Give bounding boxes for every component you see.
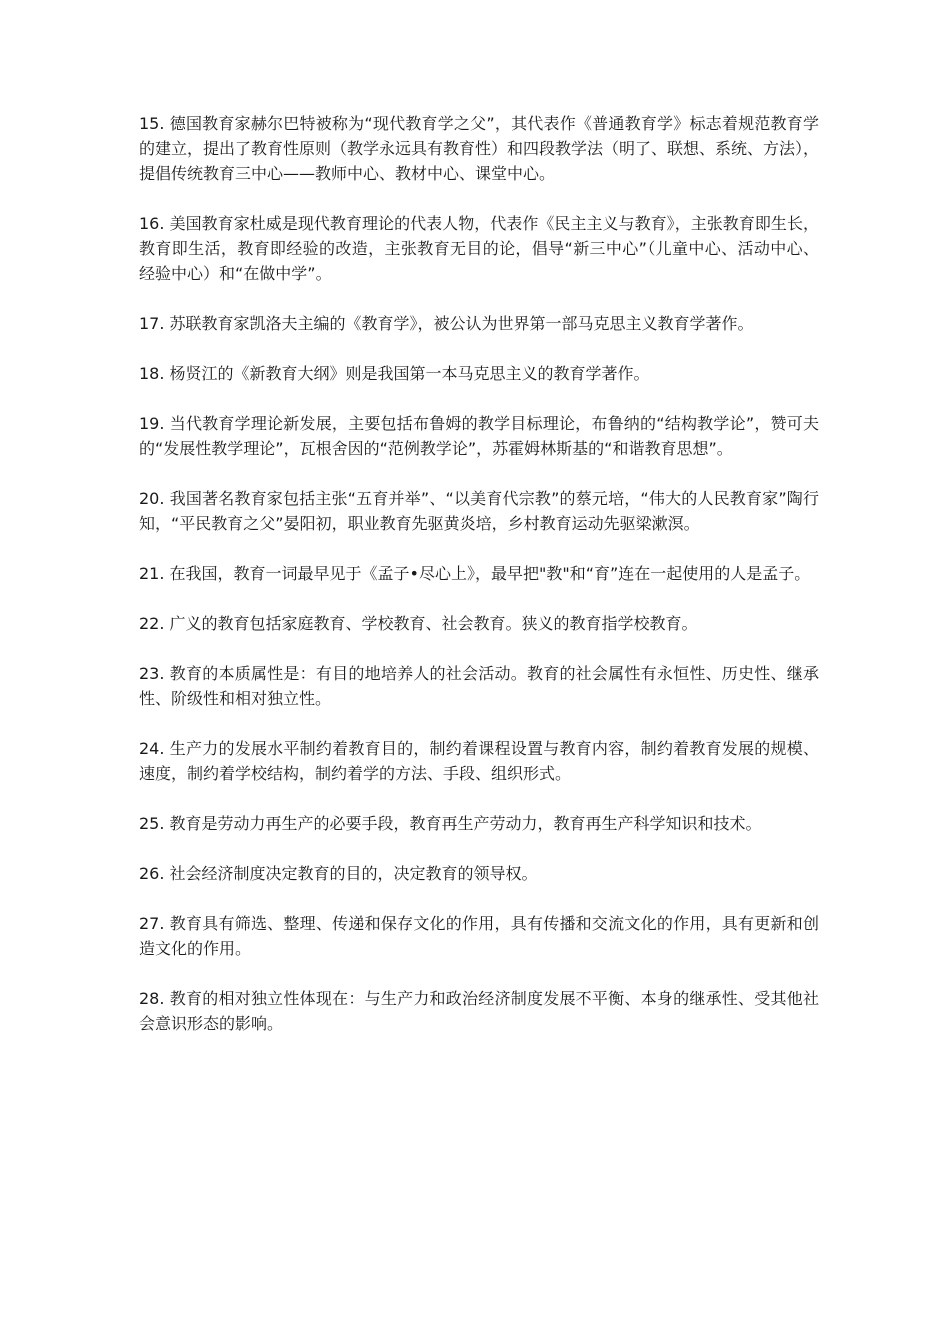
paragraph-21: 21. 在我国，教育一词最早见于《孟子•尽心上》，最早把"教"和“育”连在一起使用的人是孟子。 xyxy=(139,564,811,583)
paragraph-15: 15. 德国教育家赫尔巴特被称为“现代教育学之父”，其代表作《普通教育学》标志着规范教育学的建立，提出了教育性原则（教学永远具有教育性）和四段教学法（明了、联想、系统、方法），提倡传统教育三中心——教师中心、教材中心、课堂中心。 xyxy=(139,114,820,183)
paragraph-20: 20. 我国著名教育家包括主张“五育并举”、“以美育代宗教”的蔡元培，“伟大的人民教育家”陶行知，“平民教育之父”晏阳初，职业教育先驱黄炎培，乡村教育运动先驱梁漱溟。 xyxy=(139,489,819,533)
paragraph-25: 25. 教育是劳动力再生产的必要手段，教育再生产劳动力，教育再生产科学知识和技术。 xyxy=(139,814,762,833)
paragraph-28: 28. 教育的相对独立性体现在：与生产力和政治经济制度发展不平衡、本身的继承性、受其他社会意识形态的影响。 xyxy=(139,989,819,1033)
paragraph-26: 26. 社会经济制度决定教育的目的，决定教育的领导权。 xyxy=(139,864,538,883)
paragraph-17: 17. 苏联教育家凯洛夫主编的《教育学》，被公认为世界第一部马克思主义教育学著作。 xyxy=(139,314,754,333)
document-body xyxy=(139,111,819,1061)
paragraph-18: 18. 杨贤江的《新教育大纲》则是我国第一本马克思主义的教育学著作。 xyxy=(139,364,650,383)
paragraph-16: 16. 美国教育家杜威是现代教育理论的代表人物，代表作《民主主义与教育》，主张教育即生长，教育即生活，教育即经验的改造，主张教育无目的论，倡导“新三中心”（儿童中心、活动中心、经验中心）和“在做中学”。 xyxy=(139,214,819,283)
paragraph-27: 27. 教育具有筛选、整理、传递和保存文化的作用，具有传播和交流文化的作用，具有更新和创造文化的作用。 xyxy=(139,914,819,958)
paragraph-24: 24. 生产力的发展水平制约着教育目的，制约着课程设置与教育内容，制约着教育发展的规模、速度，制约着学校结构，制约着学的方法、手段、组织形式。 xyxy=(139,739,819,783)
paragraph-22: 22. 广义的教育包括家庭教育、学校教育、社会教育。狭义的教育指学校教育。 xyxy=(139,614,698,633)
paragraph-19: 19. 当代教育学理论新发展，主要包括布鲁姆的教学目标理论，布鲁纳的“结构教学论”，赞可夫的“发展性教学理论”，瓦根舍因的“范例教学论”，苏霍姆林斯基的“和谐教育思想”。 xyxy=(139,414,819,458)
paragraph-23: 23. 教育的本质属性是：有目的地培养人的社会活动。教育的社会属性有永恒性、历史性、继承性、阶级性和相对独立性。 xyxy=(139,664,819,708)
